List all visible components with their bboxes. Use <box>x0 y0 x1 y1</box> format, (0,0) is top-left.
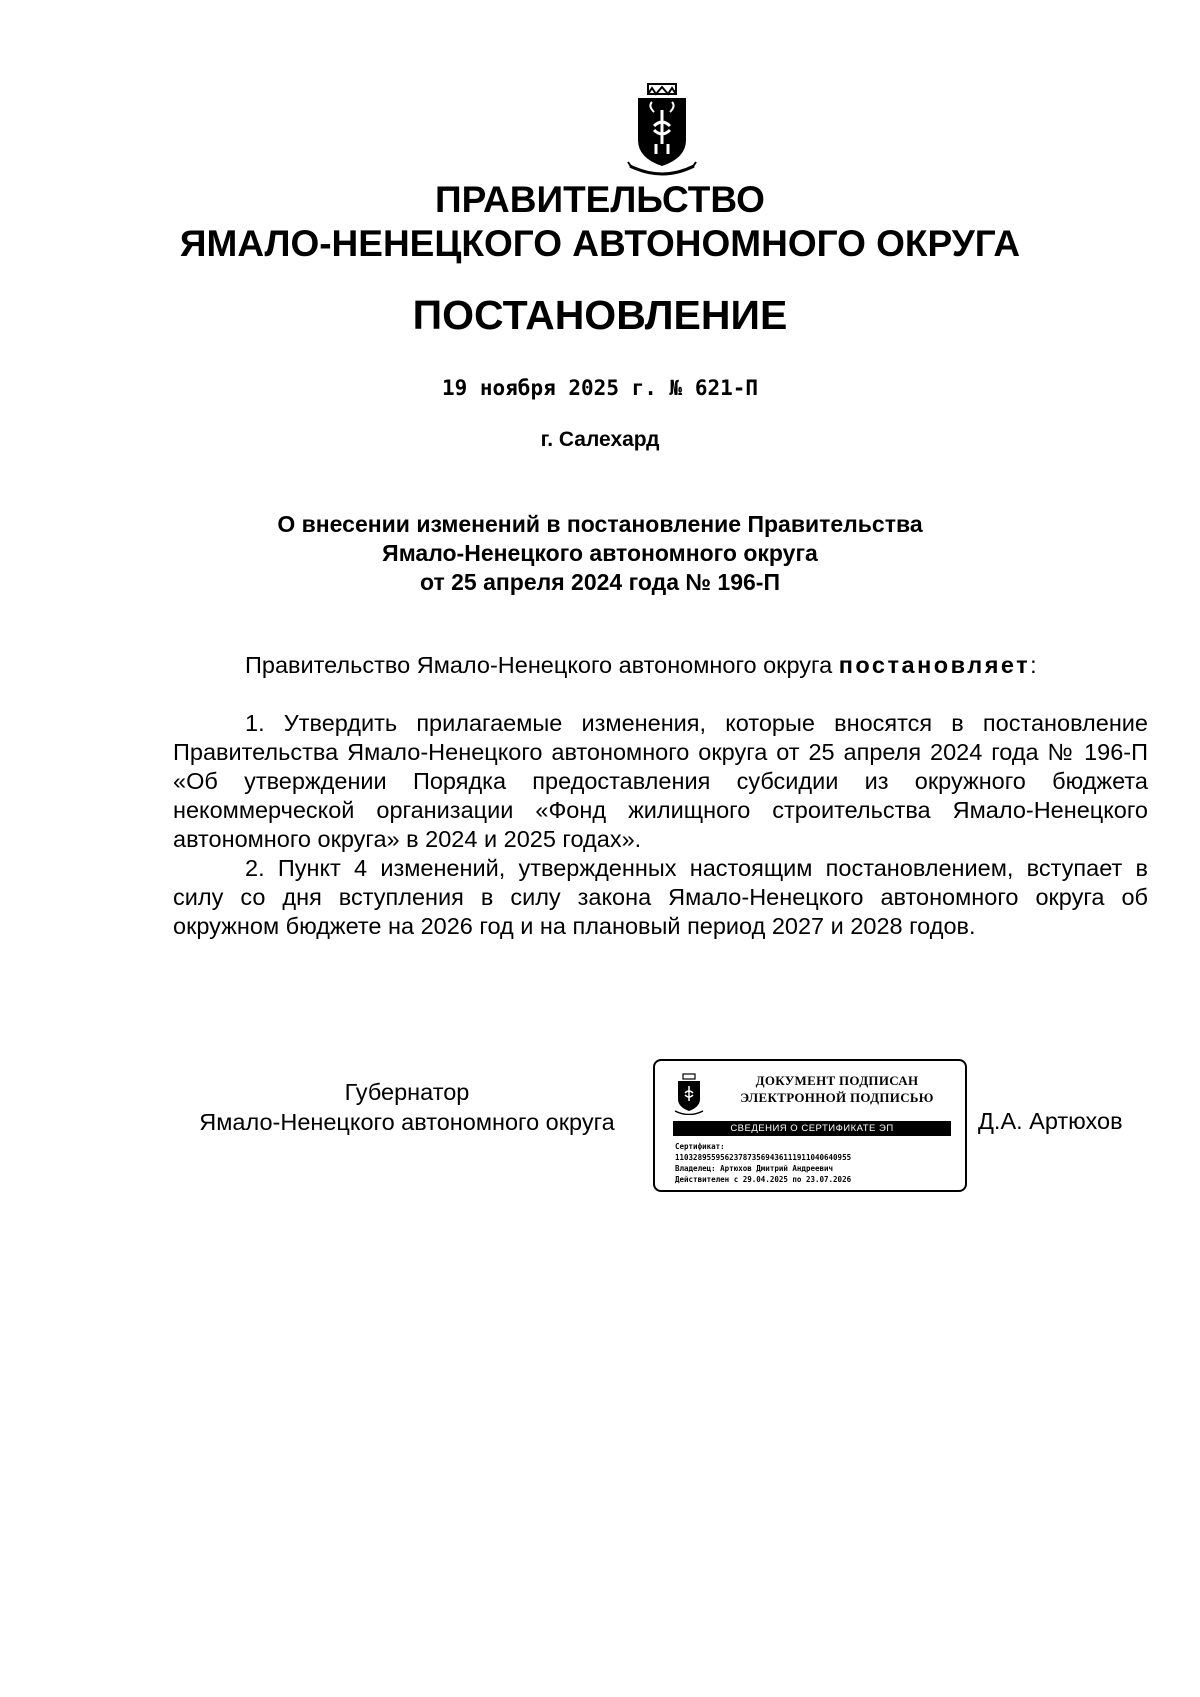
signatory-position <box>172 1077 642 1137</box>
stamp-title-line2: ЭЛЕКТРОННОЙ ПОДПИСЬЮ <box>740 1090 934 1105</box>
lead-colon: : <box>1030 652 1037 678</box>
subject-line3: от 25 апреля 2024 года № 196-П <box>419 569 780 595</box>
subject-line2: Ямало-Ненецкого автономного округа <box>382 540 818 566</box>
document-type-title: ПОСТАНОВЛЕНИЕ <box>412 292 788 338</box>
date-number: 19 ноября 2025 г. № 621-П <box>441 376 759 400</box>
decree-body <box>173 709 1148 941</box>
lead-emphasis: постановляет <box>838 652 1031 678</box>
position-line2: Ямало-Ненецкого автономного округа <box>199 1109 615 1135</box>
signatory-name: Д.А. Артюхов <box>978 1108 1123 1134</box>
org-name-line1: ПРАВИТЕЛЬСТВО <box>435 179 765 220</box>
paragraph-2: 2. Пункт 4 изменений, утвержденных настоящим постановлением, вступает в силу со дня вступления в силу закона Ямало-Ненецкого автономного округа об окружном бюджете на 2026 год и на плановый период 2027 и 2028 годов. <box>173 855 1148 939</box>
lead-paragraph <box>173 652 1148 679</box>
org-name-line2: ЯМАЛО-НЕНЕЦКОГО АВТОНОМНОГО ОКРУГА <box>179 223 1021 264</box>
paragraph-1: 1. Утвердить прилагаемые изменения, которые вносятся в постановление Правительства Ямало-Ненецкого автономного округа от 25 апреля 2024 года № 196-П «Об утверждении Порядка предоставления субсидии из окружного бюджета некоммерческой организации «Фонд жилищного строительства Ямало-Ненецкого автономного округа» в 2024 и 2025 годах». <box>173 710 1148 852</box>
stamp-valid: Действителен с 29.04.2025 по 23.07.2026 <box>675 1175 852 1184</box>
stamp-cert-label: Сертификат: <box>675 1142 725 1151</box>
stamp-emblem-icon <box>673 1073 705 1115</box>
stamp-certificate-bar: СВЕДЕНИЯ О СЕРТИФИКАТЕ ЭП <box>673 1121 951 1136</box>
subject-line1: О внесении изменений в постановление Правительства <box>277 511 923 537</box>
e-signature-stamp <box>653 1059 967 1192</box>
coat-of-arms-emblem <box>626 82 698 178</box>
lead-text: Правительство Ямало-Ненецкого автономного округа <box>245 652 839 678</box>
subject-title <box>0 510 1200 597</box>
stamp-title-line1: ДОКУМЕНТ ПОДПИСАН <box>755 1073 919 1088</box>
position-line1: Губернатор <box>344 1079 470 1105</box>
city: г. Салехард <box>540 428 660 451</box>
stamp-cert-number: 110328955956237873569436111911040640955 <box>675 1153 852 1162</box>
stamp-owner: Владелец: Артюхов Дмитрий Андреевич <box>675 1164 834 1173</box>
